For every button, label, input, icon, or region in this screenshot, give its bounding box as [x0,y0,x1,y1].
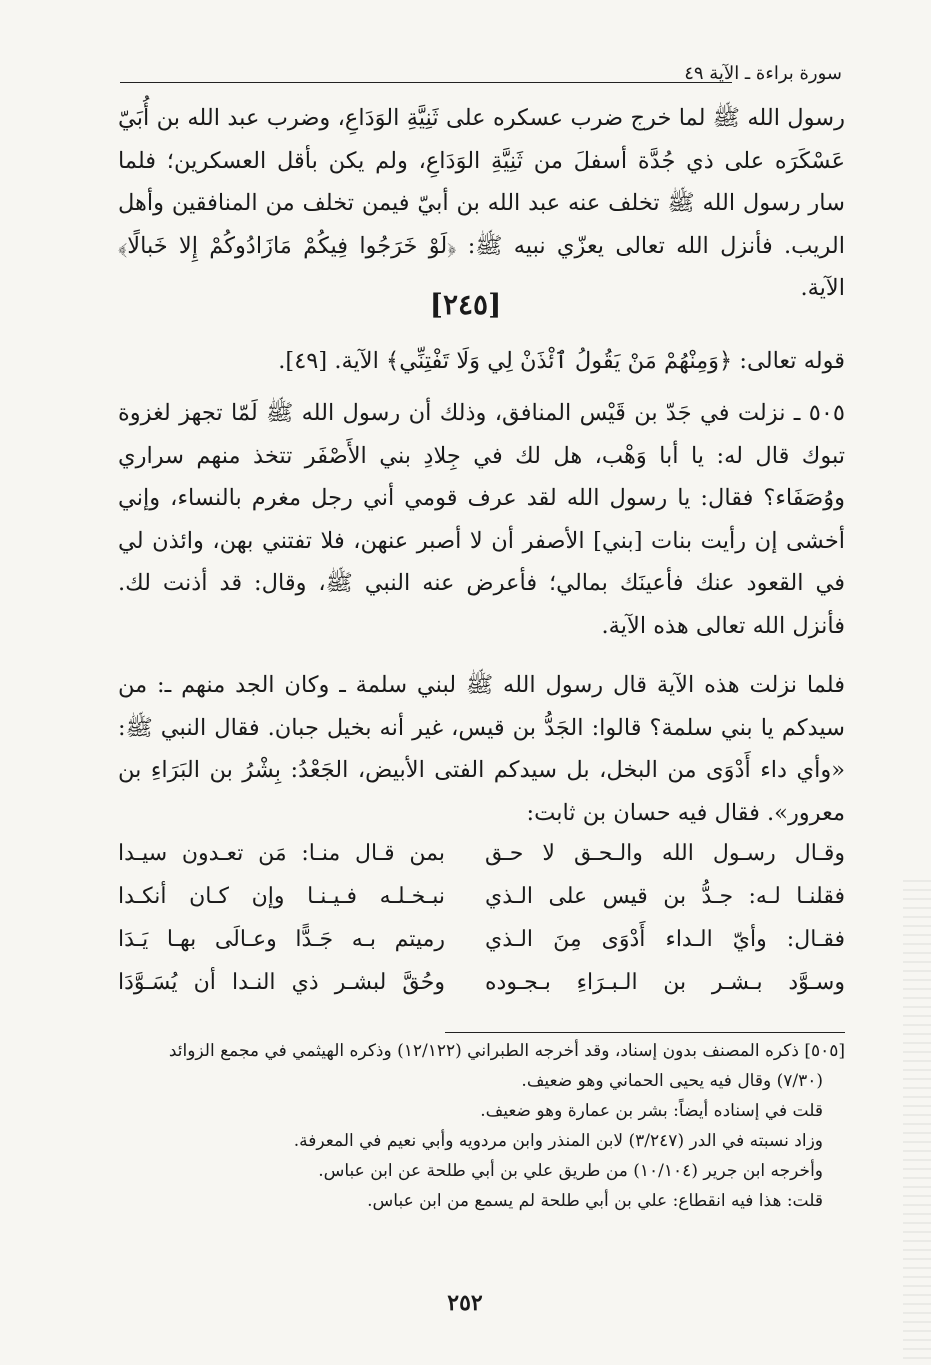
poem [118,832,845,1004]
section-number: [٢٤٥] [429,288,502,321]
poem-verse [118,961,845,1004]
footnotes [118,1036,845,1216]
footnote-rule [445,1032,845,1033]
poem-second-hemistich: بمن قـال منـا: مَن تعـدون سيـدا [118,841,445,866]
footnote-line: قلت في إسناده أيضاً: بشر بن عمارة وهو ضعيف. [480,1101,823,1121]
footnote-line: وزاد نسبته في الدر (٣/٢٤٧) لابن المنذر وابن مردويه وأبي نعيم في المعرفة. [293,1131,823,1151]
poem-second-hemistich: نبـخـلـه فـيـنـا وإن كـان أنكـدا [118,884,445,909]
footnote-line: [٥٠٥] ذكره المصنف بدون إسناد، وقد أخرجه الطبراني (١٢/١٢٢) وذكره الهيثمي في مجمع الزوائد [168,1041,845,1061]
poem-first-hemistich: فقـال: وأيّ الـداء أَدْوَى مِنَ الـذي [485,927,845,952]
footnote-line: وأخرجه ابن جرير (١٠/١٠٤) من طريق علي بن أبي طلحة عن ابن عباس. [318,1161,823,1181]
poem-second-hemistich: وحُقَّ لبشـر ذي النـدا أن يُسَـوَّدَا [118,970,445,995]
poem-verse [118,832,845,875]
poem-first-hemistich: وسـوَّد بـشـر بن الـبـرَاءِ بـجـوده [485,970,845,995]
poem-verse [118,875,845,918]
poem-second-hemistich: رميتم بـه جَـدًّا وعـالَى بهـا يَـدَا [118,927,445,952]
footnote-line: (٧/٣٠) وقال فيه يحيى الحماني وهو ضعيف. [521,1071,823,1091]
poem-first-hemistich: فقلنـا لـه: جـدُّ بن قيس على الـذي [485,884,845,909]
narration-paragraph-2: فلما نزلت هذه الآية قال رسول الله ﷺ لبني سلمة ـ وكان الجد منهم ـ: من سيدكم يا بني سلمة؟ قالوا: الجَدُّ بن قيس، غير أنه بخيل جبان. فقال النبي ﷺ: «وأي داء أَدْوَى من البخل، بل سيدكم الفتى الأبيض، الجَعْدُ: بِشْرُ بن البَرَاءِ بن معرور». فقال فيه حسان بن ثابت: [118,672,845,826]
running-header: سورة براءة ـ الآية ٤٩ [684,63,842,84]
page-number: ٢٥٢ [447,1290,483,1316]
intro-paragraph: رسول الله ﷺ لما خرج ضرب عسكره على ثَنِيَّةِ الوَدَاعِ، وضرب عبد الله بن أُبَيّ عَسْكَرَه على ذي جُدَّة أسفلَ من ثَنِيَّةِ الوَدَاعِ، ولم يكن بأقل العسكرين؛ فلما سار رسول الله ﷺ تخلف عنه عبد الله بن أبيّ فيمن تخلف من المنافقين وأهل الريب. فأنزل الله تعالى يعزّي نبيه ﷺ: ﴿لَوْ خَرَجُوا فِيكُمْ مَازَادُوكُمْ إِلا خَبالًا﴾ الآية. [118,105,845,301]
poem-verse [118,918,845,961]
verse-heading: قوله تعالى: ﴿وَمِنْهُمْ مَنْ يَقُولُ ٱئْذَنْ لِي وَلَا تَفْتِنِّي﴾ الآية. [٤٩]. [278,348,845,374]
poem-first-hemistich: وقـال رسـول الله والـحـق لا حـق [485,841,845,866]
footnote-line: قلت: هذا فيه انقطاع: علي بن أبي طلحة لم يسمع من ابن عباس. [367,1191,823,1211]
narration-paragraph-1: ٥٠٥ ـ نزلت في جَدّ بن قَيْس المنافق، وذلك أن رسول الله ﷺ لَمّا تجهز لغزوة تبوك قال له: يا أبا وَهْب، هل لك في جِلادِ بني الأَصْفَر تتخذ منهم سراري ووُصَفَاء؟ فقال: يا رسول الله لقد عرف قومي أني رجل مغرم بالنساء، وإني أخشى إن رأيت بنات [بني] الأصفر أن لا أصبر عنهن، فلا تفتني بهن، وائذن لي في القعود عنك فأعينَك بمالي؛ فأعرض عنه النبي ﷺ، وقال: قد أذنت لك. فأنزل الله تعالى هذه الآية. [118,400,845,639]
header-rule [120,82,732,83]
paper-edge-texture [903,880,931,1365]
